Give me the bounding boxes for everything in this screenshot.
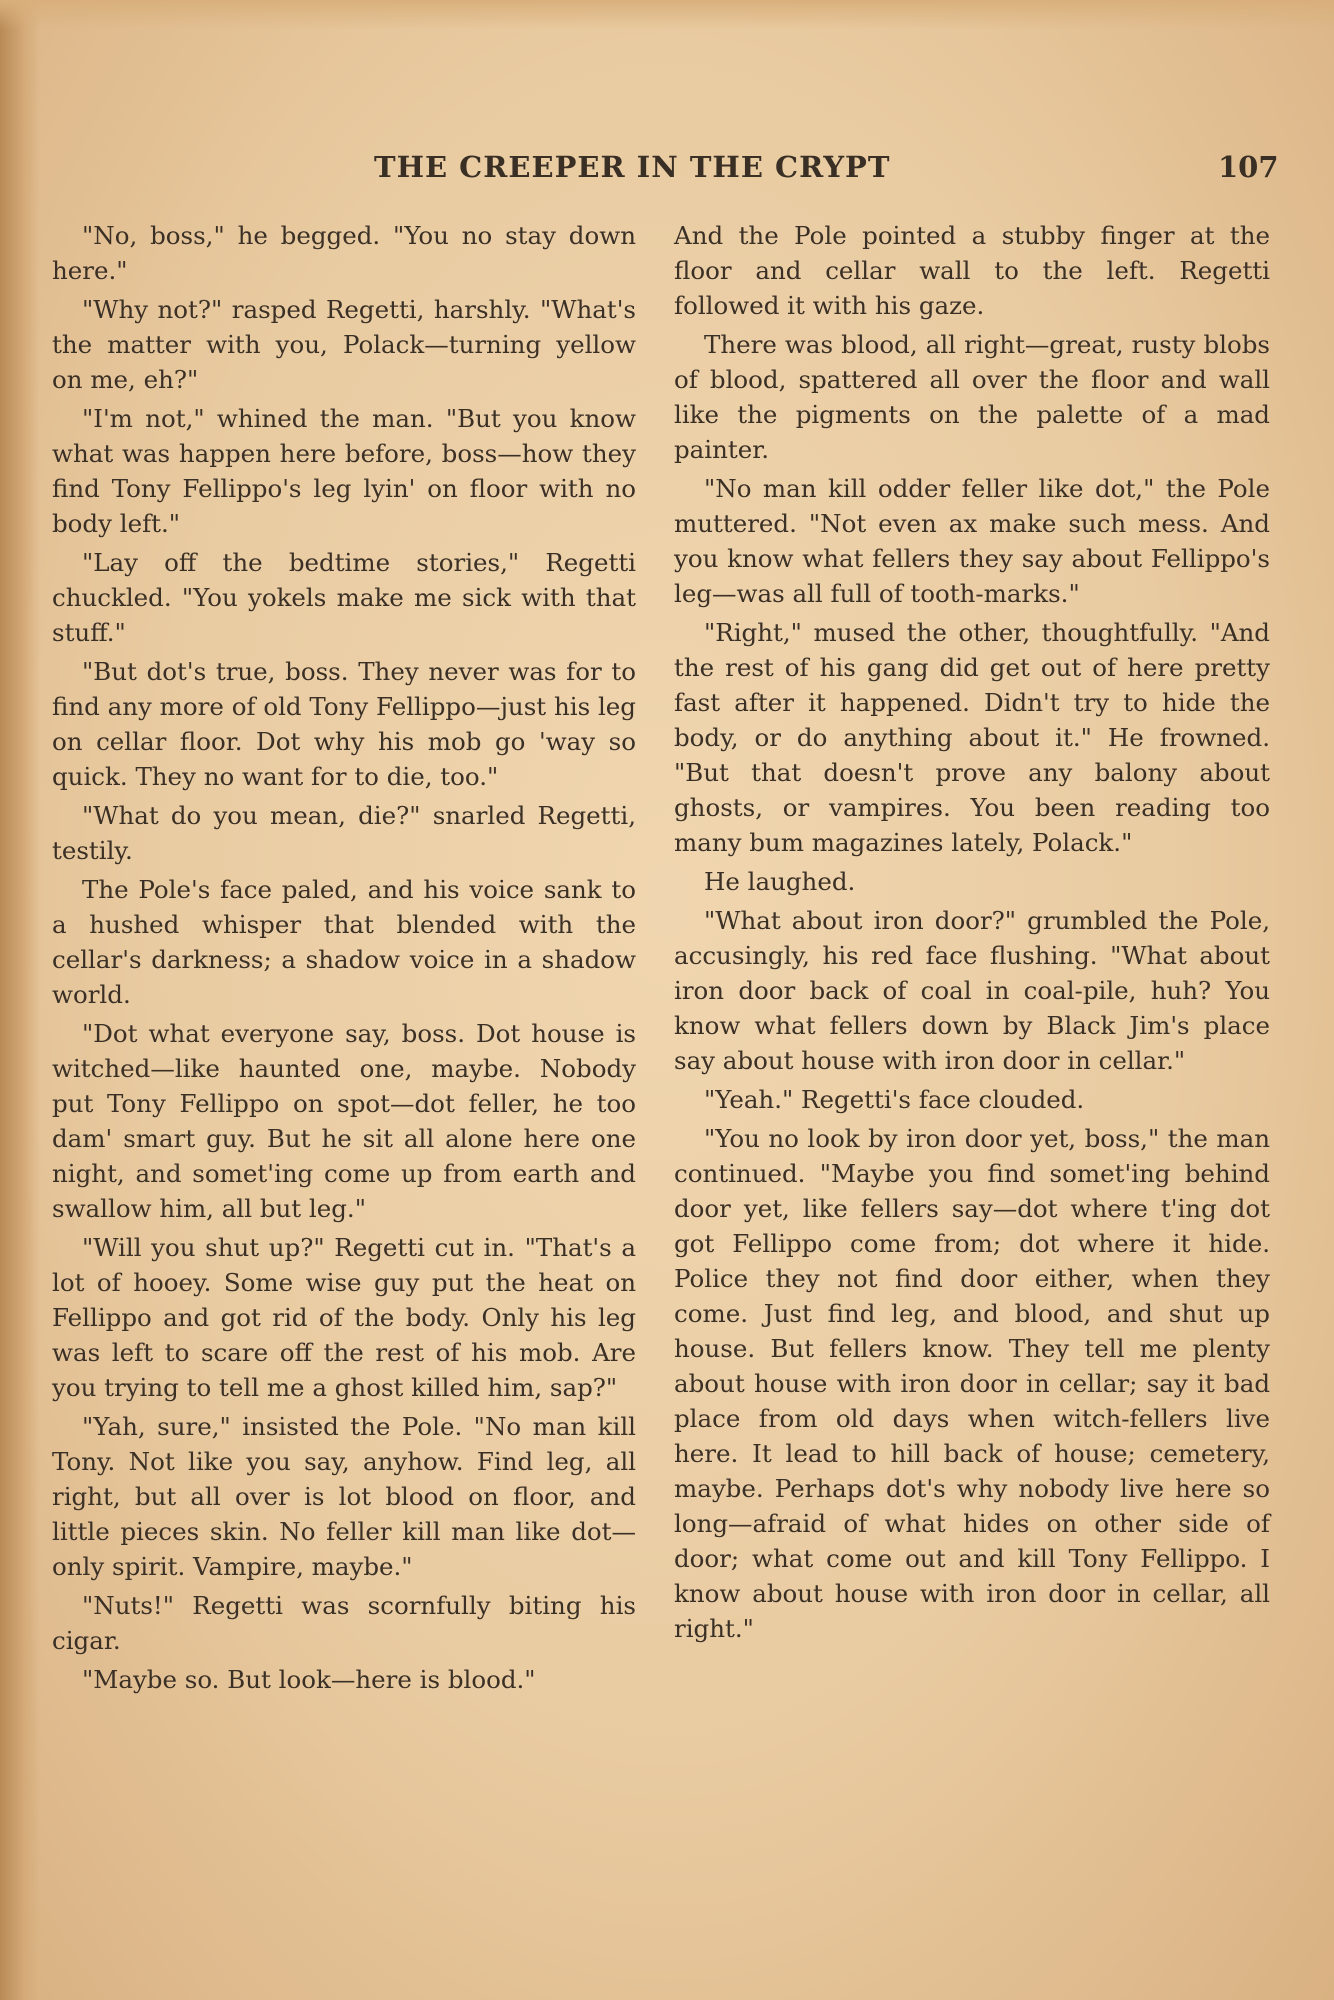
paragraph: "Right," mused the other, thoughtfully. "And the rest of his gang did get out of here pretty fast after it happened. Didn't try to hide the body, or do anything about it." He frowned. "But that doesn't prove any balony about ghosts, or vampires. You been reading too many bum magazines lately, Polack." (674, 618, 1270, 857)
paragraph: The Pole's face paled, and his voice sank to a hushed whisper that blended with the cellar's darkness; a shadow voice in a shadow world. (52, 875, 636, 1009)
paragraph: "But dot's true, boss. They never was for to find any more of old Tony Fellippo—just his leg on cellar floor. Dot why his mob go 'way so quick. They no want for to die, too." (52, 657, 636, 791)
paragraph: "I'm not," whined the man. "But you know what was happen here before, boss—how they find Tony Fellippo's leg lyin' on floor with no body left." (52, 404, 636, 538)
running-title: THE CREEPER IN THE CRYPT (374, 150, 891, 184)
page-header (0, 150, 1334, 190)
page-top-edge (0, 0, 1334, 30)
paragraph: "Maybe so. But look—here is blood." (82, 1665, 536, 1694)
right-column (674, 218, 1270, 1650)
paragraph: And the Pole pointed a stubby finger at the floor and cellar wall to the left. Regetti followed it with his gaze. (674, 221, 1270, 320)
paragraph: "What about iron door?" grumbled the Pole, accusingly, his red face flushing. "What about iron door back of coal in coal-pile, huh? You know what fellers down by Black Jim's place say about house with iron door in cellar." (674, 906, 1270, 1075)
paragraph: "Dot what everyone say, boss. Dot house is witched—like haunted one, maybe. Nobody put Tony Fellippo on spot—dot feller, he too dam' smart guy. But he sit all alone here one night, and somet'ing come up from earth and swallow him, all but leg." (52, 1019, 636, 1223)
paragraph: "Will you shut up?" Regetti cut in. "That's a lot of hooey. Some wise guy put the heat on Fellippo and got rid of the body. Only his leg was left to scare off the rest of his mob. Are you trying to tell me a ghost killed him, sap?" (52, 1233, 636, 1402)
paragraph: "Yeah." Regetti's face clouded. (704, 1085, 1085, 1114)
paragraph: "You no look by iron door yet, boss," the man continued. "Maybe you find somet'ing behind door yet, like fellers say—dot where t'ing dot got Fellippo come from; dot where it hide. Police they not find door either, when they come. Just find leg, and blood, and shut up house. But fellers know. They tell me plenty about house with iron door in cellar; say it bad place from old days when witch-fellers live here. It lead to hill back of house; cemetery, maybe. Perhaps dot's why nobody live here so long—afraid of what hides on other side of door; what come out and kill Tony Fellippo. I know about house with iron door in cellar, all right." (674, 1124, 1270, 1643)
paragraph: There was blood, all right—great, rusty blobs of blood, spattered all over the floor and wall like the pigments on the palette of a mad painter. (674, 330, 1270, 464)
paragraph: "Lay off the bedtime stories," Regetti chuckled. "You yokels make me sick with that stuff." (52, 548, 636, 647)
paragraph: "Yah, sure," insisted the Pole. "No man kill Tony. Not like you say, anyhow. Find leg, all right, but all over is lot blood on floor, and little pieces skin. No feller kill man like dot—only spirit. Vampire, maybe." (52, 1412, 636, 1581)
paragraph: "Nuts!" Regetti was scornfully biting his cigar. (52, 1591, 636, 1655)
paragraph: "No man kill odder feller like dot," the Pole muttered. "Not even ax make such mess. And you know what fellers they say about Fellippo's leg—was all full of tooth-marks." (674, 474, 1270, 608)
left-column (52, 218, 636, 1701)
paragraph: He laughed. (704, 867, 856, 896)
paragraph: "No, boss," he begged. "You no stay down here." (52, 221, 636, 285)
paragraph: "Why not?" rasped Regetti, harshly. "What's the matter with you, Polack—turning yellow on me, eh?" (52, 295, 636, 394)
paragraph: "What do you mean, die?" snarled Regetti, testily. (52, 801, 636, 865)
page-number: 107 (1218, 150, 1279, 184)
page-gutter-shadow (0, 0, 40, 2000)
